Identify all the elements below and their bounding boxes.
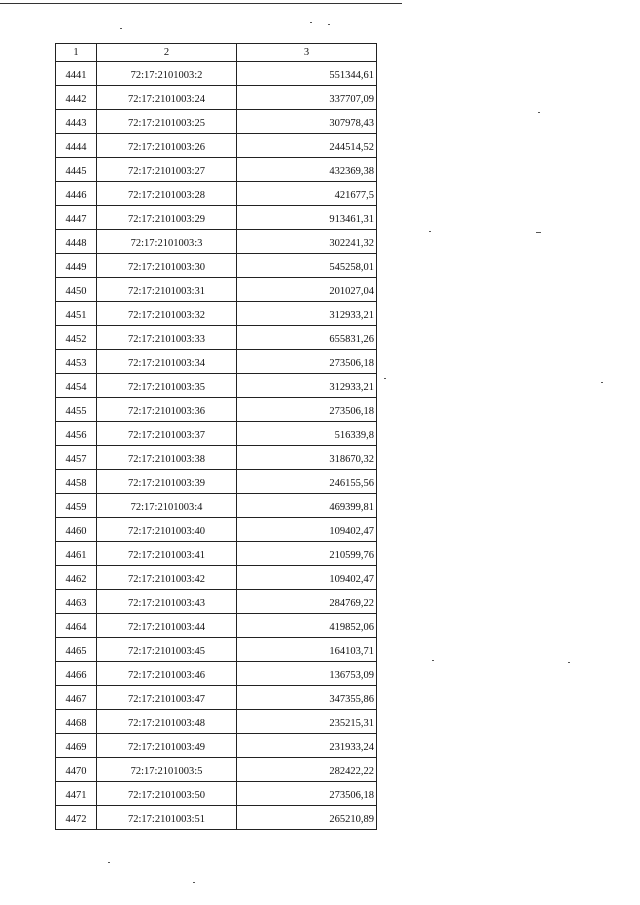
table-row: [56, 62, 377, 86]
cadastral-value: 302241,32: [237, 230, 377, 254]
cadastral-number: 72:17:2101003:2: [97, 62, 237, 86]
cadastral-value: 312933,21: [237, 374, 377, 398]
row-number: 4448: [56, 230, 97, 254]
row-number: 4441: [56, 62, 97, 86]
cadastral-value: 273506,18: [237, 398, 377, 422]
cadastral-number: 72:17:2101003:26: [97, 134, 237, 158]
cadastral-value: 337707,09: [237, 86, 377, 110]
cadastral-number: 72:17:2101003:43: [97, 590, 237, 614]
table-row: [56, 278, 377, 302]
cadastral-value: 318670,32: [237, 446, 377, 470]
row-number: 4447: [56, 206, 97, 230]
scan-speck: [310, 22, 312, 23]
table-row: [56, 710, 377, 734]
row-number: 4455: [56, 398, 97, 422]
row-number: 4449: [56, 254, 97, 278]
scan-speck: [328, 24, 330, 25]
cadastral-number: 72:17:2101003:42: [97, 566, 237, 590]
cadastral-number: 72:17:2101003:37: [97, 422, 237, 446]
row-number: 4467: [56, 686, 97, 710]
cadastral-number: 72:17:2101003:45: [97, 638, 237, 662]
cadastral-value: 282422,22: [237, 758, 377, 782]
table-row: [56, 758, 377, 782]
row-number: 4443: [56, 110, 97, 134]
row-number: 4463: [56, 590, 97, 614]
row-number: 4451: [56, 302, 97, 326]
cadastral-number: 72:17:2101003:3: [97, 230, 237, 254]
cadastral-value: 655831,26: [237, 326, 377, 350]
cadastral-number: 72:17:2101003:34: [97, 350, 237, 374]
cadastral-value: 312933,21: [237, 302, 377, 326]
cadastral-value: 432369,38: [237, 158, 377, 182]
row-number: 4458: [56, 470, 97, 494]
table-header: [56, 44, 377, 62]
row-number: 4460: [56, 518, 97, 542]
cadastral-value: 913461,31: [237, 206, 377, 230]
cadastral-value: 419852,06: [237, 614, 377, 638]
data-table: [55, 43, 377, 830]
cadastral-value: 136753,09: [237, 662, 377, 686]
table-row: [56, 494, 377, 518]
column-header-3: 3: [237, 44, 377, 62]
scan-speck: [432, 660, 434, 661]
cadastral-number: 72:17:2101003:46: [97, 662, 237, 686]
cadastral-number: 72:17:2101003:35: [97, 374, 237, 398]
table-row: [56, 326, 377, 350]
table-row: [56, 734, 377, 758]
cadastral-value: 273506,18: [237, 782, 377, 806]
cadastral-number: 72:17:2101003:47: [97, 686, 237, 710]
cadastral-number: 72:17:2101003:5: [97, 758, 237, 782]
cadastral-value: 273506,18: [237, 350, 377, 374]
cadastral-number: 72:17:2101003:29: [97, 206, 237, 230]
cadastral-number: 72:17:2101003:24: [97, 86, 237, 110]
scan-speck: [120, 28, 122, 29]
table-row: [56, 470, 377, 494]
table-row: [56, 782, 377, 806]
cadastral-value: 235215,31: [237, 710, 377, 734]
scan-speck: [384, 378, 386, 379]
table-row: [56, 446, 377, 470]
cadastral-value: 265210,89: [237, 806, 377, 830]
cadastral-value: 516339,8: [237, 422, 377, 446]
scan-speck: [429, 231, 431, 232]
table-row: [56, 518, 377, 542]
cadastral-value: 244514,52: [237, 134, 377, 158]
table-row: [56, 806, 377, 830]
cadastral-number: 72:17:2101003:51: [97, 806, 237, 830]
table-body: [56, 62, 377, 830]
cadastral-number: 72:17:2101003:50: [97, 782, 237, 806]
table-row: [56, 350, 377, 374]
row-number: 4454: [56, 374, 97, 398]
cadastral-value: 551344,61: [237, 62, 377, 86]
scan-speck: [536, 232, 541, 233]
cadastral-number: 72:17:2101003:36: [97, 398, 237, 422]
cadastral-value: 201027,04: [237, 278, 377, 302]
cadastral-number: 72:17:2101003:48: [97, 710, 237, 734]
row-number: 4465: [56, 638, 97, 662]
table-row: [56, 254, 377, 278]
row-number: 4452: [56, 326, 97, 350]
cadastral-number: 72:17:2101003:44: [97, 614, 237, 638]
cadastral-number: 72:17:2101003:32: [97, 302, 237, 326]
table-row: [56, 566, 377, 590]
cadastral-number: 72:17:2101003:40: [97, 518, 237, 542]
cadastral-value: 210599,76: [237, 542, 377, 566]
table-row: [56, 638, 377, 662]
row-number: 4462: [56, 566, 97, 590]
cadastral-value: 284769,22: [237, 590, 377, 614]
row-number: 4459: [56, 494, 97, 518]
header-row: [56, 44, 377, 62]
row-number: 4461: [56, 542, 97, 566]
cadastral-number: 72:17:2101003:33: [97, 326, 237, 350]
table-row: [56, 614, 377, 638]
scan-speck: [193, 882, 195, 883]
row-number: 4453: [56, 350, 97, 374]
column-header-2: 2: [97, 44, 237, 62]
row-number: 4442: [56, 86, 97, 110]
table-row: [56, 182, 377, 206]
row-number: 4450: [56, 278, 97, 302]
cadastral-value: 307978,43: [237, 110, 377, 134]
row-number: 4456: [56, 422, 97, 446]
row-number: 4444: [56, 134, 97, 158]
row-number: 4471: [56, 782, 97, 806]
cadastral-value: 231933,24: [237, 734, 377, 758]
table-row: [56, 86, 377, 110]
cadastral-number: 72:17:2101003:25: [97, 110, 237, 134]
table-row: [56, 158, 377, 182]
cadastral-number: 72:17:2101003:27: [97, 158, 237, 182]
cadastral-number: 72:17:2101003:41: [97, 542, 237, 566]
cadastral-number: 72:17:2101003:31: [97, 278, 237, 302]
cadastral-number: 72:17:2101003:39: [97, 470, 237, 494]
row-number: 4464: [56, 614, 97, 638]
cadastral-value: 109402,47: [237, 518, 377, 542]
row-number: 4457: [56, 446, 97, 470]
row-number: 4468: [56, 710, 97, 734]
cadastral-value: 545258,01: [237, 254, 377, 278]
cadastral-value: 421677,5: [237, 182, 377, 206]
cadastral-value: 347355,86: [237, 686, 377, 710]
scan-speck: [108, 862, 110, 863]
row-number: 4470: [56, 758, 97, 782]
scan-top-rule: [0, 3, 402, 4]
row-number: 4466: [56, 662, 97, 686]
row-number: 4446: [56, 182, 97, 206]
cadastral-value: 246155,56: [237, 470, 377, 494]
table-row: [56, 542, 377, 566]
table-row: [56, 302, 377, 326]
cadastral-value: 109402,47: [237, 566, 377, 590]
cadastral-value: 469399,81: [237, 494, 377, 518]
cadastral-number: 72:17:2101003:4: [97, 494, 237, 518]
row-number: 4469: [56, 734, 97, 758]
table-row: [56, 134, 377, 158]
table-row: [56, 686, 377, 710]
cadastral-value: 164103,71: [237, 638, 377, 662]
table-row: [56, 110, 377, 134]
cadastral-number: 72:17:2101003:49: [97, 734, 237, 758]
table-row: [56, 398, 377, 422]
row-number: 4445: [56, 158, 97, 182]
table-row: [56, 590, 377, 614]
row-number: 4472: [56, 806, 97, 830]
table-row: [56, 230, 377, 254]
table-row: [56, 206, 377, 230]
cadastral-number: 72:17:2101003:30: [97, 254, 237, 278]
scan-speck: [568, 662, 570, 663]
scan-speck: [538, 112, 540, 113]
table-row: [56, 374, 377, 398]
cadastral-number: 72:17:2101003:28: [97, 182, 237, 206]
table-row: [56, 662, 377, 686]
scan-speck: [601, 382, 603, 383]
table-row: [56, 422, 377, 446]
cadastral-number: 72:17:2101003:38: [97, 446, 237, 470]
column-header-1: 1: [56, 44, 97, 62]
